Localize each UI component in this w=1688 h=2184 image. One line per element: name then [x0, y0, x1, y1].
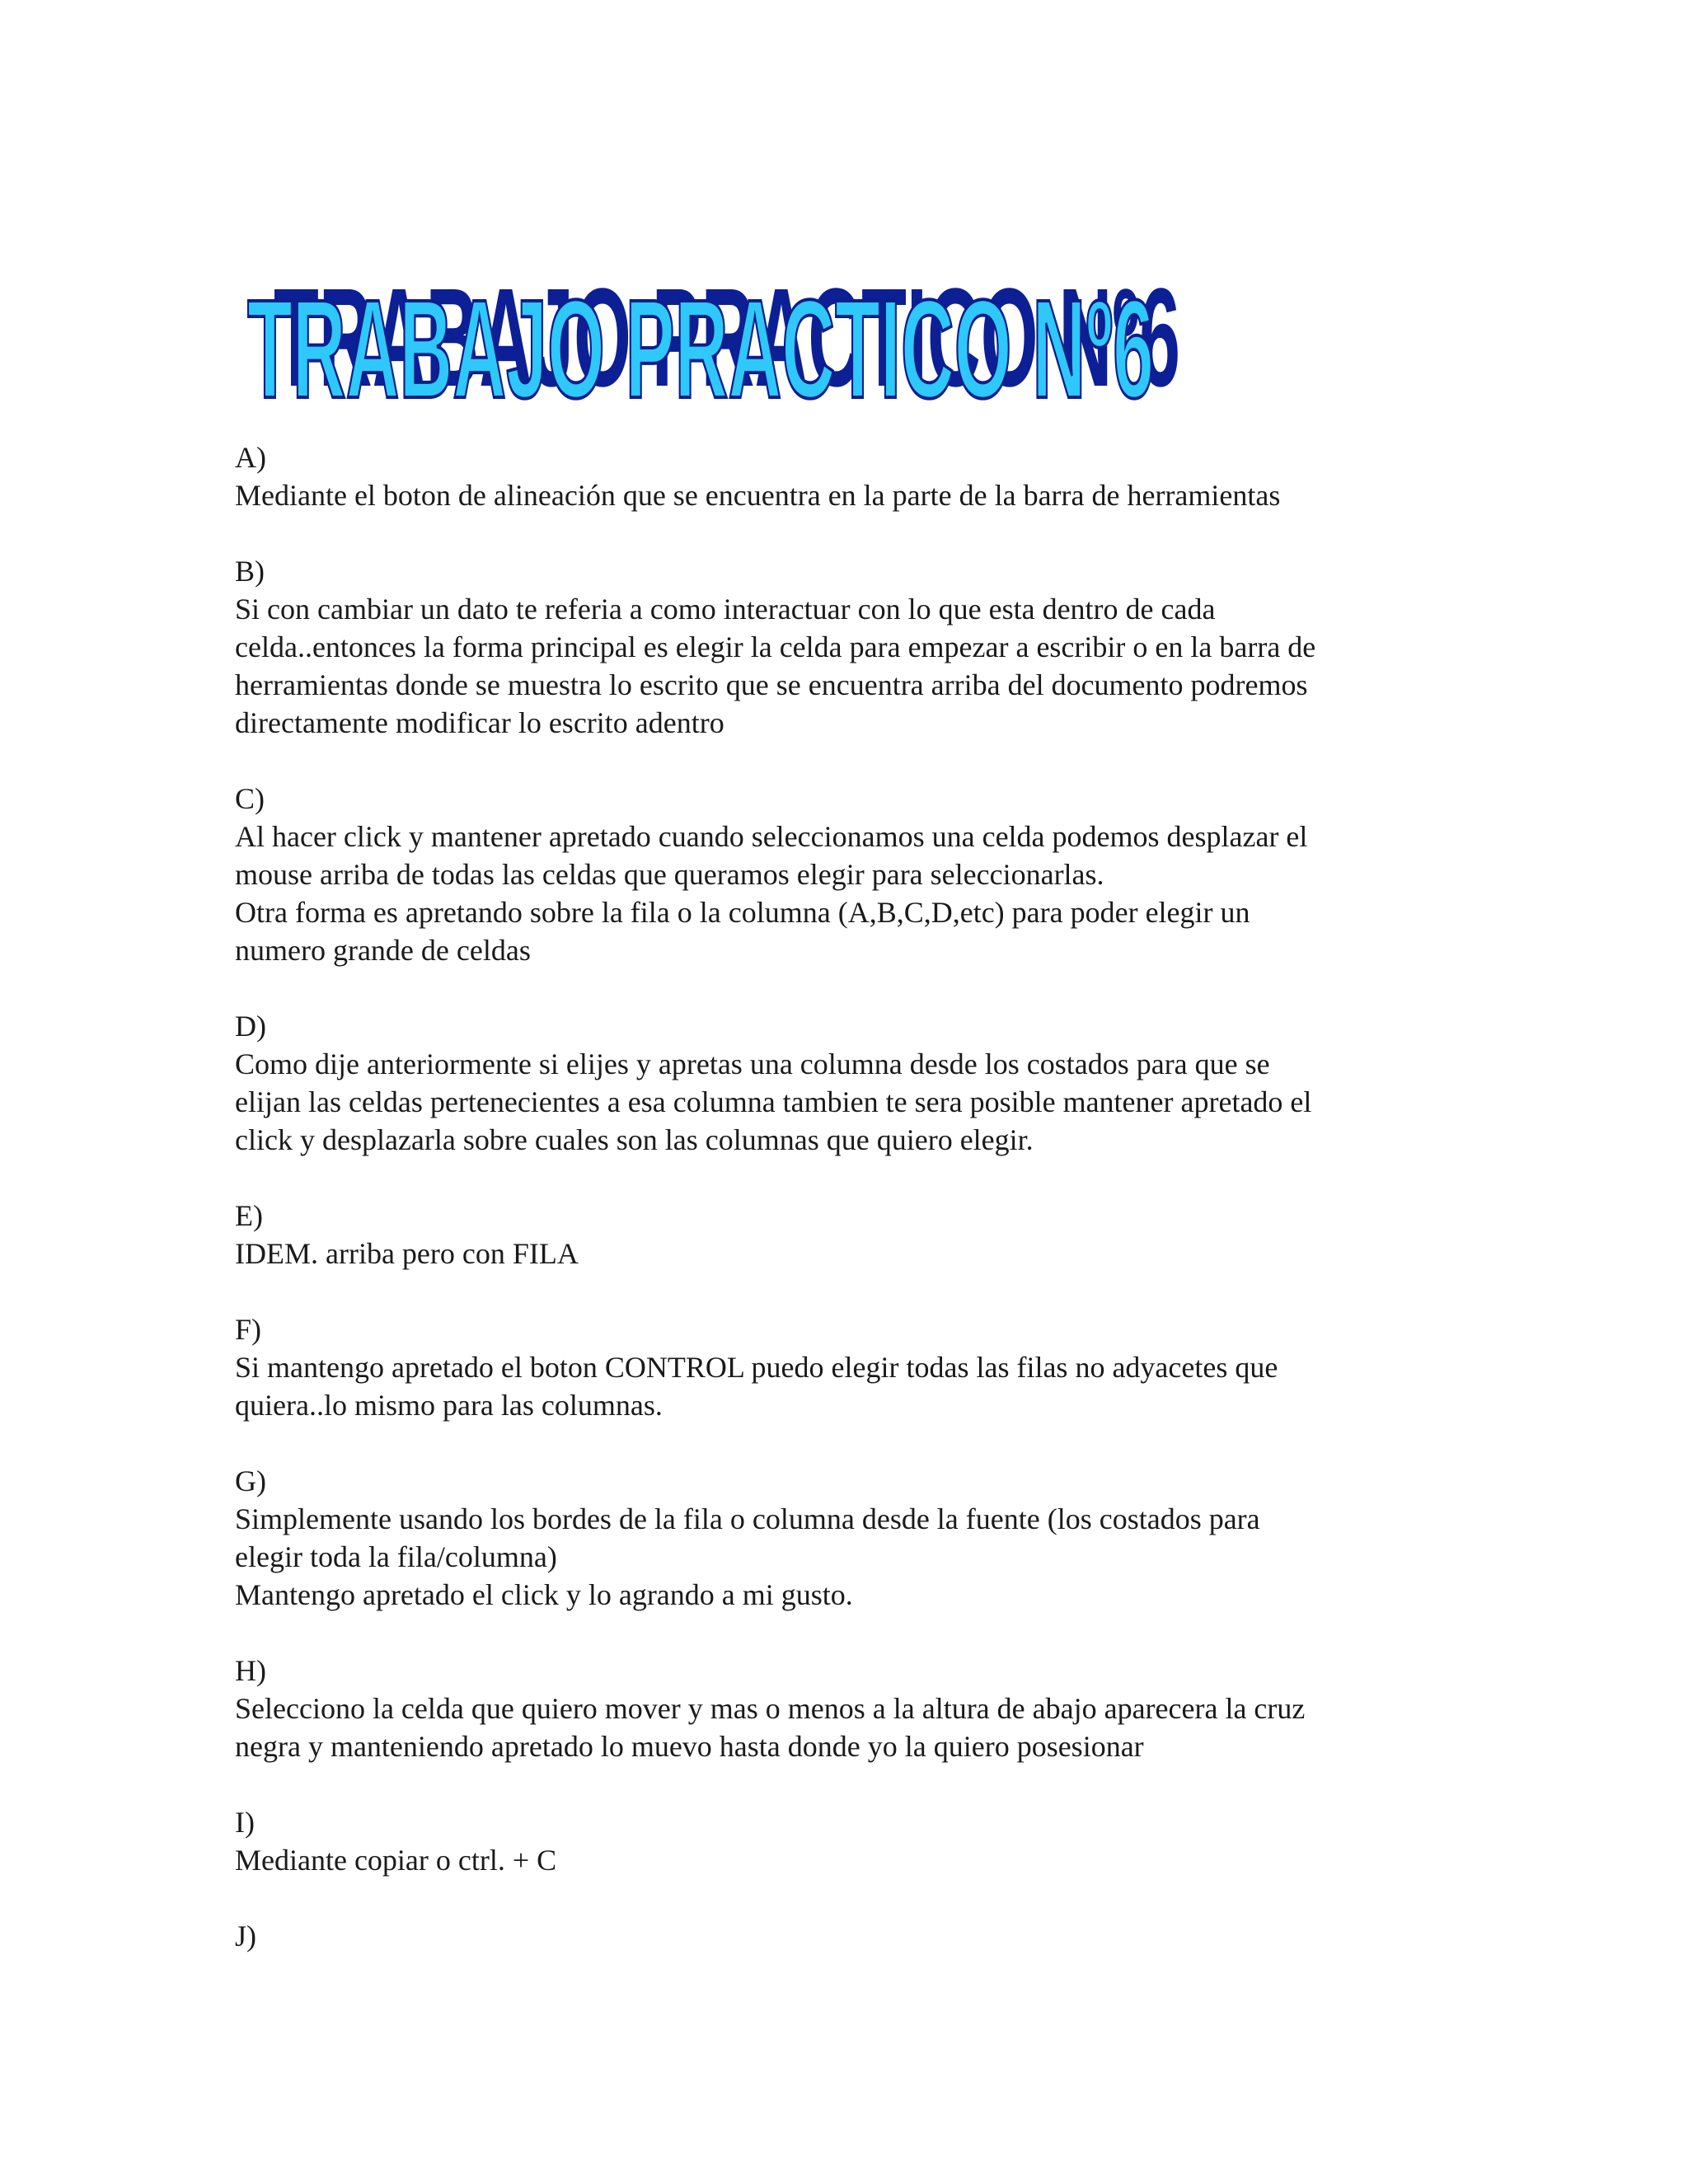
- section-text-line: celda..entonces la forma principal es elegir la celda para empezar a escribir o en la barra de: [235, 630, 1316, 663]
- answer-section: [235, 1803, 1521, 1879]
- section-label: D): [235, 1010, 266, 1043]
- answer-section: [235, 780, 1521, 969]
- answer-section: [235, 1652, 1521, 1765]
- section-text-line: Mediante copiar o ctrl. + C: [235, 1844, 557, 1877]
- section-label: A): [235, 441, 266, 474]
- wordart-title-shadow: TRABAJO PRACTICO Nº6: [274, 260, 1180, 416]
- answer-section: [235, 1197, 1521, 1272]
- section-text-line: elegir toda la fila/columna): [235, 1540, 557, 1573]
- section-label: E): [235, 1199, 263, 1232]
- section-text-line: quiera..lo mismo para las columnas.: [235, 1389, 663, 1422]
- section-text-line: Al hacer click y mantener apretado cuando seleccionamos una celda podemos desplazar el: [235, 820, 1308, 853]
- section-text-line: Como dije anteriormente si elijes y apretas una columna desde los costados para que se: [235, 1047, 1270, 1080]
- section-text-line: Mediante el boton de alineación que se encuentra en la parte de la barra de herramientas: [235, 479, 1281, 512]
- answer-section: [235, 438, 1521, 514]
- section-label: I): [235, 1806, 255, 1839]
- section-text-line: numero grande de celdas: [235, 934, 531, 967]
- document-body: [235, 438, 1521, 1993]
- section-label: C): [235, 782, 265, 815]
- section-label: J): [235, 1919, 256, 1952]
- section-text-line: elijan las celdas pertenecientes a esa columna tambien te sera posible mantener apretado el: [235, 1085, 1312, 1118]
- answer-section: [235, 1462, 1521, 1614]
- section-label: F): [235, 1313, 262, 1346]
- wordart-title: [241, 221, 1230, 419]
- answer-section: [235, 1917, 1521, 1955]
- section-text-line: IDEM. arriba pero con FILA: [235, 1237, 579, 1270]
- answer-section: [235, 552, 1521, 742]
- section-text-line: negra y manteniendo apretado lo muevo hasta donde yo la quiero posesionar: [235, 1730, 1144, 1763]
- section-text-line: Si mantengo apretado el boton CONTROL puedo elegir todas las filas no adyacetes que: [235, 1351, 1278, 1384]
- answer-section: [235, 1310, 1521, 1424]
- section-label: G): [235, 1465, 266, 1497]
- section-text-line: Selecciono la celda que quiero mover y mas o menos a la altura de abajo aparecera la cruz: [235, 1692, 1306, 1725]
- section-text-line: mouse arriba de todas las celdas que queramos elegir para seleccionarlas.: [235, 858, 1104, 891]
- section-text-line: Si con cambiar un dato te referia a como interactuar con lo que esta dentro de cada: [235, 593, 1216, 626]
- wordart-title-graphic: [241, 221, 1230, 419]
- section-text-line: click y desplazarla sobre cuales son las columnas que quiero elegir.: [235, 1123, 1034, 1156]
- section-text-line: Otra forma es apretando sobre la fila o la columna (A,B,C,D,etc) para poder elegir un: [235, 896, 1250, 929]
- section-text-line: directamente modificar lo escrito adentro: [235, 706, 724, 739]
- section-text-line: Mantengo apretado el click y lo agrando a mi gusto.: [235, 1578, 853, 1611]
- section-text-line: herramientas donde se muestra lo escrito que se encuentra arriba del documento podremos: [235, 668, 1308, 701]
- wordart-title-text: TRABAJO PRACTICO Nº6: [247, 271, 1154, 419]
- section-label: B): [235, 555, 265, 588]
- section-label: H): [235, 1654, 266, 1687]
- section-text-line: Simplemente usando los bordes de la fila o columna desde la fuente (los costados para: [235, 1502, 1260, 1535]
- answer-section: [235, 1007, 1521, 1159]
